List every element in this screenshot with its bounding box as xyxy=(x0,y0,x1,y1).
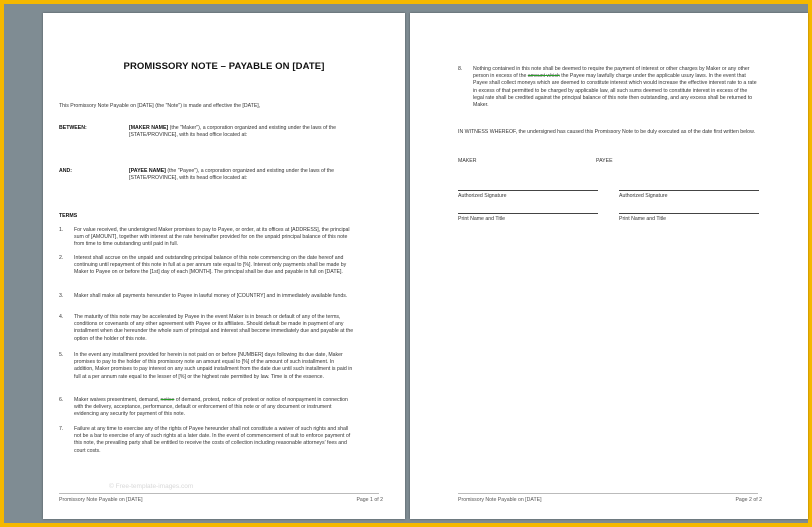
between-label: BETWEEN: xyxy=(59,125,87,131)
payee-name-line xyxy=(619,213,759,214)
payee-name: [PAYEE NAME] xyxy=(129,168,166,174)
maker-print-name-label: Print Name and Title xyxy=(458,216,505,222)
term-item-5 xyxy=(59,352,355,381)
term-number: 3. xyxy=(59,293,64,299)
term-item-2 xyxy=(59,255,355,277)
term-item-6 xyxy=(59,397,355,419)
footer-rule xyxy=(458,493,758,494)
document-page-2 xyxy=(410,13,808,519)
term-text xyxy=(473,66,758,109)
page-number: Page 1 of 2 xyxy=(356,497,383,503)
maker-party-block xyxy=(129,125,359,139)
term-number: 4. xyxy=(59,314,64,320)
maker-description: (the "Maker"), a corporation organized and existing under the laws of the [STATE/PROVINCE], with its head office located at: xyxy=(129,125,336,139)
page-title: PROMISSORY NOTE – PAYABLE ON [DATE] xyxy=(123,61,325,72)
watermark: © Free-template-images.com xyxy=(109,483,194,490)
term-text-part: the Payee may lawfully charge under the applicable usury laws. In the event that Payee shall collect moneys which are deemed to constitute interest which would increase the effective interest rate to a rate in excess of that permitted to be charged by applicable law, all such sums deemed to constitute interest in excess of the legal rate shall be credited against the principal balance of this note then outstanding, and any excess shall be returned to Maker. xyxy=(473,73,757,109)
term-text-part: Maker waives presentment, demand, xyxy=(74,397,161,403)
witness-paragraph: IN WITNESS WHEREOF, the undersigned has caused this Promissory Note to be duly executed as of the date first written below. xyxy=(458,129,755,135)
intro-paragraph: This Promissory Note Payable on [DATE] (the "Note") is made and effective the [DATE], xyxy=(59,103,261,109)
maker-signature-line xyxy=(458,190,598,191)
terms-heading: TERMS xyxy=(59,213,78,219)
term-item-4 xyxy=(59,314,355,343)
payee-authorized-signature-label: Authorized Signature xyxy=(619,193,668,199)
term-text: In the event any installment provided for herein is not paid on or before [NUMBER] days following its due date, Maker promises to pay to the holder of this promissory note an amount equal to [%] of the amount of such installment. In addition, Maker promises to pay interest on any such unpaid installment from the date due until such installment is paid in full at a per annum rate equal to the lesser of [%] or the highest rate permitted by law. Time is of the essence. xyxy=(74,352,353,380)
document-page-1 xyxy=(43,13,405,519)
and-label: AND: xyxy=(59,168,72,174)
maker-signature-label: MAKER xyxy=(458,158,477,164)
payee-party-block xyxy=(129,168,359,182)
payee-description: (the "Payee"), a corporation organized and existing under the laws of the [STATE/PROVINCE], with its head office located at: xyxy=(129,168,334,182)
payee-signature-label: PAYEE xyxy=(596,158,613,164)
tracked-deletion: notice xyxy=(160,397,175,403)
term-text: Failure at any time to exercise any of the rights of Payee hereunder shall not constitute a waiver of such rights and shall not be a bar to exercise of any of such rights at a later date. In the event of commencement of suit to enforce payment of this note, the prevailing party shall be entitled to receive the costs of collection including reasonable attorneys' fees and court costs. xyxy=(74,426,351,454)
term-text: Interest shall accrue on the unpaid and outstanding principal balance of this note commencing on the date hereof and continuing until repayment of this note in full at a per annum rate equal to [%]. Interest only payments shall be made by Maker to Payee on or before the [1st] day of each [MONTH]. The principal shall be due and payable in full on [DATE]. xyxy=(74,255,347,276)
term-number: 8. xyxy=(458,66,463,72)
term-text: The maturity of this note may be accelerated by Payee in the event Maker is in breach or default of any of the terms, conditions or covenants of any other agreement with Payee or its affiliates. Should default be made in payment of any installment when due hereunder the whole sum of principal and interest shall become immediately due and payable at the option of the holder of this note. xyxy=(74,314,354,342)
document-viewer-background xyxy=(4,4,808,523)
term-item-8 xyxy=(458,66,758,109)
tracked-deletion: amount which xyxy=(527,73,560,80)
maker-name-line xyxy=(458,213,598,214)
term-item-1 xyxy=(59,227,355,249)
maker-name: [MAKER NAME] xyxy=(129,125,169,131)
term-number: 7. xyxy=(59,426,64,432)
footer-rule xyxy=(59,493,379,494)
maker-authorized-signature-label: Authorized Signature xyxy=(458,193,507,199)
term-text-part: of demand, protest, notice of protest or notice of nonpayment in connection with the delivery, acceptance, performance, default or enforcement of this note or of any document or instrument evidencing any security for payment of this note. xyxy=(74,397,348,418)
footer-title: Promissory Note Payable on [DATE] xyxy=(59,497,143,503)
page-number: Page 2 of 2 xyxy=(735,497,762,503)
term-item-3 xyxy=(59,293,355,300)
term-item-7 xyxy=(59,426,355,455)
footer-title: Promissory Note Payable on [DATE] xyxy=(458,497,542,503)
payee-print-name-label: Print Name and Title xyxy=(619,216,666,222)
term-number: 1. xyxy=(59,227,64,233)
term-text-part: Nothing contained in this note shall be deemed to require the payment of interest or other charges by Maker or any other person in excess of the xyxy=(473,66,750,80)
term-number: 5. xyxy=(59,352,64,358)
term-text: For value received, the undersigned Maker promises to pay to Payee, or order, at its offices at [ADDRESS], the principal sum of [AMOUNT], together with interest at the rate hereinafter provided for on the unpaid principal balance of this note from time to time outstanding until paid in full. xyxy=(74,227,350,248)
term-text xyxy=(74,397,355,419)
term-number: 2. xyxy=(59,255,64,261)
term-number: 6. xyxy=(59,397,64,403)
payee-signature-line xyxy=(619,190,759,191)
term-text: Maker shall make all payments hereunder to Payee in lawful money of [COUNTRY] and in immediately available funds. xyxy=(74,293,348,299)
